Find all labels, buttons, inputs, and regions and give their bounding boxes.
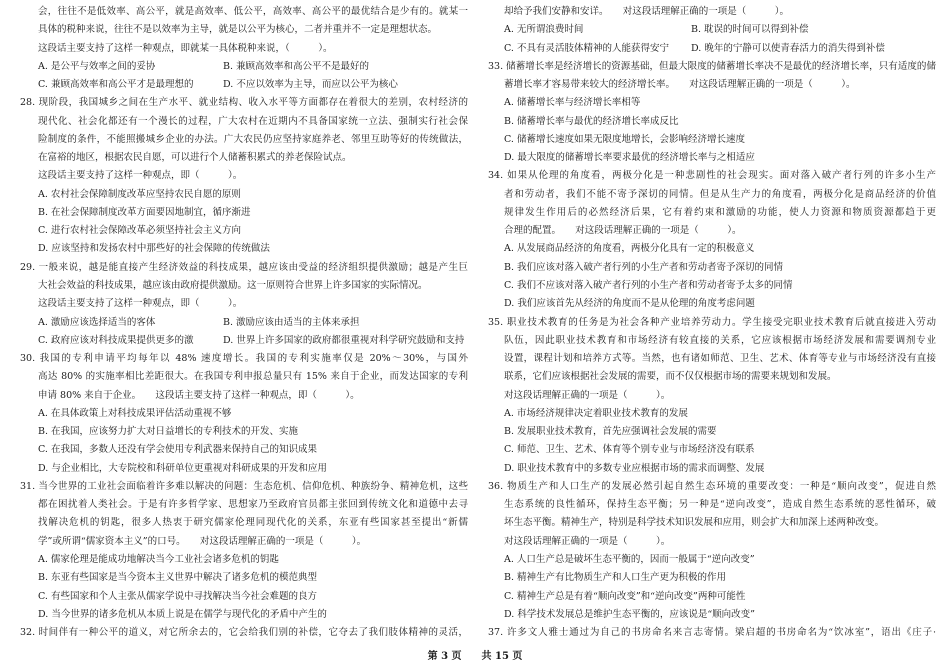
answer-option: B. 在我国，应该努力扩大对日益增长的专利技术的开发、实施 bbox=[38, 426, 299, 438]
question-start-line: 35. 职业技术教育的任务是为社会各种产业培养劳动力。学生接受完职业技术教育后就直接进入劳动 bbox=[488, 316, 936, 328]
question-text-line: 会，往往不是低效率、高公平，就是高效率、低公平，高效率、高公平的最优结合是少有的。就某一 bbox=[38, 6, 468, 17]
answer-option: C. 不具有灵活肢体精神的人能获得安宁 bbox=[504, 42, 669, 54]
question-text-line: 申请 80% 来自于企业。 这段话主要支持了这样一种观点，即（ ）。 bbox=[38, 389, 360, 401]
left-column bbox=[20, 3, 468, 642]
answer-option: A. 儒家伦理是能成功地解决当今工业社会诸多危机的钥匙 bbox=[38, 553, 279, 565]
answer-option: B. 耽误的时间可以得到补偿 bbox=[691, 24, 809, 36]
question-text-line: 险制度的条件，不能照搬城乡企业的办法。广大农民仍应坚持家庭养老、邻里互助等好的传统做法， bbox=[38, 133, 468, 145]
answer-option: C. 政府应该对科技成果提供更多的激 bbox=[38, 334, 194, 346]
question-text-line: 对这段话理解正确的一项是（ ）。 bbox=[504, 389, 671, 401]
answer-option: D. 科学技术发展总是维护生态平衡的，应该说是“顺向改变” bbox=[504, 608, 756, 620]
answer-option: C. 精神生产总是有着“顺向改变”和“逆向改变”两种可能性 bbox=[504, 590, 746, 602]
page-number-footer: 第 3 页 共 15 页 bbox=[427, 651, 523, 662]
question-text-line: 对这段话理解正确的一项是（ ）。 bbox=[504, 535, 671, 547]
option-row bbox=[20, 76, 468, 94]
answer-option: D. 不应以效率为主导，而应以公平为核心 bbox=[223, 79, 398, 91]
answer-option: C. 我们不应该对落入破产者行列的小生产者和劳动者寄予太多的同情 bbox=[504, 279, 793, 291]
question-start-line: 28. 现阶段，我国城乡之间在生产水平、就业结构、收入水平等方面都存在着很大的差别，农村经济的 bbox=[20, 97, 468, 109]
question-text-line: 设置，课程计划和培养方式等。当然，也有诸如师范、卫生、艺术、体育等专业与市场经济没有直接 bbox=[504, 353, 936, 365]
answer-option: D. 世界上许多国家的政府都很重视对科学研究鼓励和支持 bbox=[223, 334, 465, 346]
answer-option: C. 有些国家和个人主张从儒家学说中寻找解决当今社会难题的良方 bbox=[38, 590, 317, 602]
question-text-line: 规律发生作用后的必然经济后果，它有着约束和激励的功能，使人力资源和物质资源都趋于更 bbox=[504, 206, 936, 218]
answer-option: D. 我们应该首先从经济的角度而不是从伦理的角度考虑问题 bbox=[504, 298, 755, 310]
answer-option: A. 农村社会保障制度改革应坚持农民自愿的原则 bbox=[38, 188, 241, 200]
question-text-line: 找解决危机的钥匙，很多人热衷于研究儒家伦理同现代化的关系，东亚有些国家甚至提出“新儒 bbox=[38, 517, 468, 529]
answer-option: A. 从发展商品经济的角度看，两极分化具有一定的积极意义 bbox=[504, 243, 755, 255]
question-start-line: 36. 物质生产和人口生产的发展必然引起自然生态环境的重要改变：一种是“顺向改变”，促进自然 bbox=[488, 480, 936, 492]
question-text-line: 合理的配置。 对这段话理解正确的一项是（ ）。 bbox=[504, 225, 742, 237]
answer-option: C. 储蓄增长速度如果无限度地增长，会影响经济增长速度 bbox=[504, 133, 745, 145]
answer-option: A. 是公平与效率之间的妥协 bbox=[38, 60, 156, 72]
answer-option: A. 激励应该选择适当的客体 bbox=[38, 316, 156, 328]
question-text-line: 大社会效益的科技成果，越应该由政府提供激励。这一原则符合世界上许多国家的实际情况。 bbox=[38, 279, 428, 291]
answer-option: B. 东亚有些国家是当今资本主义世界中解决了诸多危机的模范典型 bbox=[38, 572, 318, 584]
answer-option: D. 应该坚持和发扬农村中那些好的社会保障的传统做法 bbox=[38, 243, 270, 255]
option-row bbox=[488, 21, 936, 39]
question-text-line: 都在困扰着人类社会。于是有许多哲学家、思想家乃至政府官员都主张回到传统文化和道德中去寻 bbox=[38, 499, 468, 511]
right-column bbox=[488, 3, 936, 642]
answer-option: A. 市场经济规律决定着职业技术教育的发展 bbox=[504, 407, 688, 419]
answer-option: D. 当今世界的诸多危机从本质上说是在儒学与现代化的矛盾中产生的 bbox=[38, 608, 327, 620]
option-row bbox=[20, 58, 468, 76]
answer-option: B. 兼顾高效率和高公平不是最好的 bbox=[223, 60, 370, 72]
answer-option: D. 职业技术教育中的多数专业应根据市场的需求而调整、发展 bbox=[504, 462, 765, 474]
question-text-line: 学”或所谓“儒家资本主义”的口号。 对这段话理解正确的一项是（ ）。 bbox=[38, 535, 367, 547]
answer-option: B. 我们应该对落入破产者行列的小生产者和劳动者寄予深切的同情 bbox=[504, 261, 784, 273]
question-text-line: 这段话主要支持了这样一种观点，即（ ）。 bbox=[38, 170, 243, 182]
question-text-line: 者和劳动者，我们不能不寄予深切的同情。但是从生产力的角度看，两极分化是商品经济的价值 bbox=[504, 188, 936, 200]
option-row bbox=[20, 332, 468, 350]
answer-option: C. 进行农村社会保障改革必须坚持社会主义方向 bbox=[38, 225, 241, 237]
question-text-line: 坏生态平衡。精神生产，特别是科学技术知识发展和应用，则会扩大和加深上述两种改变。 bbox=[504, 517, 885, 529]
answer-option: C. 在我国，多数人还没有学会使用专利武器来保持自己的知识成果 bbox=[38, 444, 317, 456]
question-text-line: 蓄增长率才容易带来较大的经济增长率。 对这段话理解正确的一项是（ ）。 bbox=[504, 79, 856, 91]
answer-option: A. 人口生产总是破坏生态平衡的，因而一般属于“逆向改变” bbox=[504, 553, 755, 565]
answer-option: B. 激励应该由适当的主体来承担 bbox=[223, 316, 360, 328]
answer-option: A. 储蓄增长率与经济增长率相等 bbox=[504, 97, 641, 109]
question-text-line: 联系，它们应该根据社会发展的需要，而不仅仅根据市场的需要来规划和发展。 bbox=[504, 371, 837, 383]
answer-option: C. 兼顾高效率和高公平才是最理想的 bbox=[38, 79, 194, 91]
question-text-line: 这段话主要支持了这样一种观点，即就某一具体税种来说，（ ）。 bbox=[38, 42, 333, 54]
question-text-line: 具体的税种来说，往往不是以效率为主导，就是以公平为核心，二者并重并不一定是理想状态。 bbox=[38, 24, 438, 36]
question-text-line: 高达 80% 的实施率相比差距很大。在我国专利申报总量只有 15% 来自于企业，而发达国家的专利 bbox=[38, 371, 468, 383]
answer-option: A. 无所谓浪费时间 bbox=[504, 24, 584, 36]
question-text-line: 这段话主要支持了这样一种观点，即（ ）。 bbox=[38, 298, 243, 310]
option-row bbox=[488, 40, 936, 58]
question-start-line: 37. 许多文人雅士通过为自己的书房命名来言志寄情。梁启超的书房命名为“饮冰室”，语出《庄子· bbox=[488, 627, 936, 639]
answer-option: D. 晚年的宁静可以使青春活力的消失得到补偿 bbox=[691, 42, 885, 54]
question-start-line: 30. 我国的专利申请平均每年以 48% 速度增长。我国的专利实施率仅是 20%～30%，与国外 bbox=[20, 353, 468, 365]
question-text-line: 队伍，因此职业技术教育和市场经济有较直接的关系，它应该根据市场经济发展和需要调剂专业 bbox=[504, 334, 936, 346]
question-text-line: 生态系统的良性循环，保持生态平衡；另一种是“逆向改变”，造成自然生态系统的恶性循环，破 bbox=[504, 499, 936, 511]
question-start-line: 34. 如果从伦理的角度看，两极分化是一种悲剧性的社会现实。面对落入破产者行列的许多小生产 bbox=[488, 170, 936, 182]
question-start-line: 29. 一般来说，越是能直接产生经济效益的科技成果，越应该由受益的经济组织提供激励；越是产生巨 bbox=[20, 261, 468, 273]
question-start-line: 31. 当今世界的工业社会面临着许多难以解决的问题：生态危机、信仰危机、种族纷争、精神危机，这些 bbox=[20, 480, 468, 492]
question-start-line: 33. 储蓄增长率是经济增长的资源基础，但最大限度的储蓄增长率决不是最优的经济增长率，只有适度的储 bbox=[488, 60, 936, 72]
answer-option: B. 精神生产有比物质生产和人口生产更为积极的作用 bbox=[504, 572, 727, 584]
question-text-line: 却给予我们安静和安详。 对这段话理解正确的一项是（ ）。 bbox=[504, 6, 790, 17]
answer-option: B. 发展职业技术教育，首先应强调社会发展的需要 bbox=[504, 426, 717, 438]
answer-option: D. 最大限度的储蓄增长率要求最优的经济增长率与之相适应 bbox=[504, 152, 755, 164]
question-text-line: 在富裕的地区，根据农民自愿，可以进行个人储蓄积累式的养老保险试点。 bbox=[38, 152, 352, 164]
answer-option: C. 师范、卫生、艺术、体育等个别专业与市场经济没有联系 bbox=[504, 444, 755, 456]
answer-option: B. 在社会保障制度改革方面要因地制宜，循序渐进 bbox=[38, 206, 251, 218]
answer-option: A. 在具体政策上对科技成果评估活动重视不够 bbox=[38, 407, 232, 419]
answer-option: B. 储蓄增长率与最优的经济增长率成反比 bbox=[504, 115, 679, 127]
question-text-line: 现代化、社会化都还有一个漫长的过程，广大农村在近期内不具备国家统一立法、强制实行社会保 bbox=[38, 115, 468, 127]
question-start-line: 32. 时间伴有一种公平的道义，对它所余去的，它会给我们别的补偿，它夺去了我们肢体精神的灵活， bbox=[20, 627, 468, 639]
answer-option: D. 与企业相比，大专院校和科研单位更重视对科研成果的开发和应用 bbox=[38, 462, 327, 474]
option-row bbox=[20, 314, 468, 332]
